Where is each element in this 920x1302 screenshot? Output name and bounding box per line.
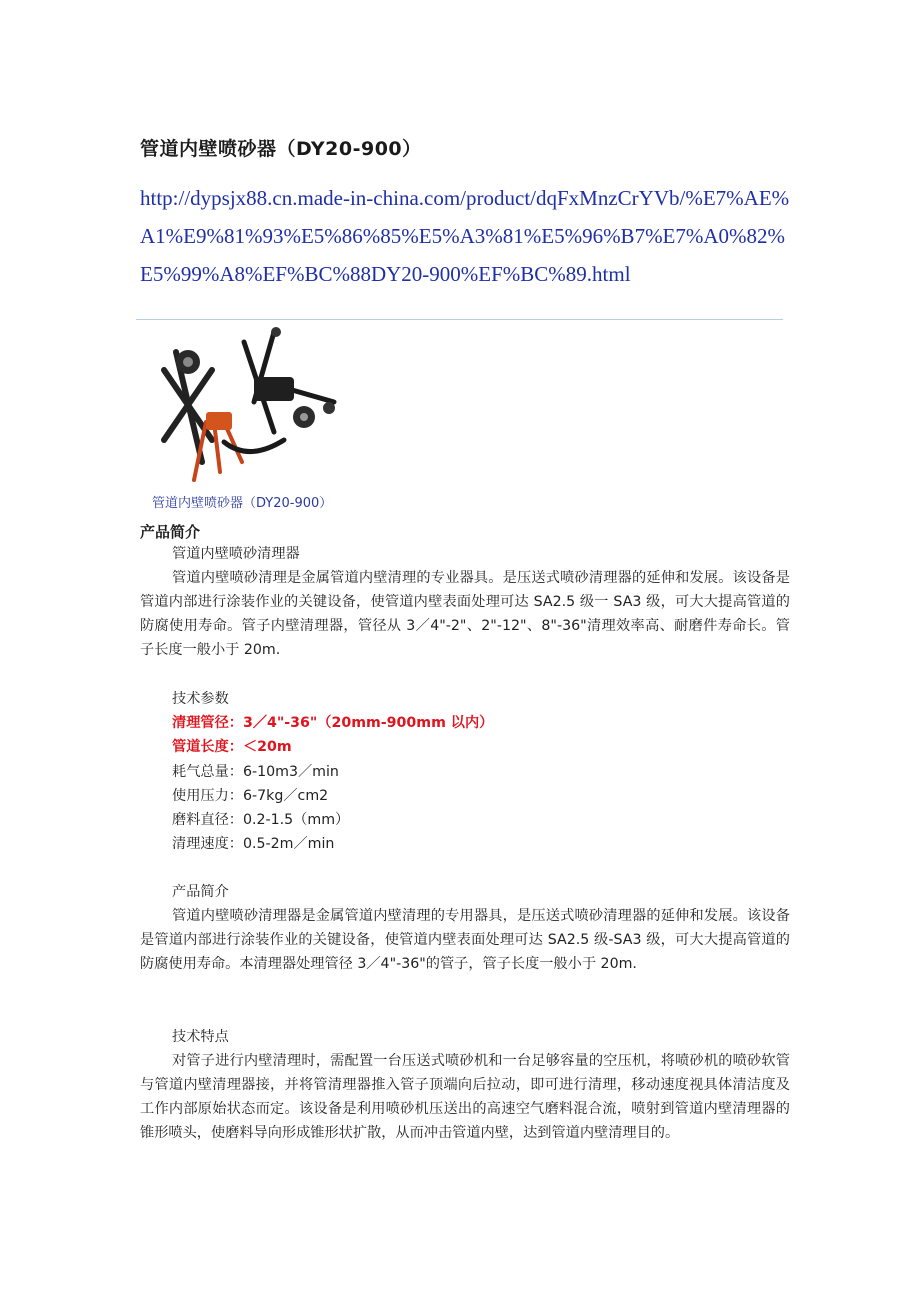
intro2-paragraph: 管道内壁喷砂清理器是金属管道内壁清理的专用器具，是压送式喷砂清理器的延伸和发展。该设备是管道内部进行涂装作业的关键设备，使管道内壁表面处理可达 SA2.5 级-SA3 级，可大大提高管道的防腐使用寿命。本清理器处理管径 3／4"-36"的管子，管子长度一般小于 20m. <box>140 908 790 972</box>
spec-speed: 清理速度：0.5-2m／min <box>172 836 335 852</box>
intro-paragraph: 管道内壁喷砂清理是金属管道内壁清理的专业器具。是压送式喷砂清理器的延伸和发展。该设备是管道内部进行涂装作业的关键设备，使管道内壁表面处理可达 SA2.5 级一 SA3 级，可大大提高管道的防腐使用寿命。管子内壁清理器，管径从 3／4"-2"、2"-12"、8"-36"清理效率高、耐磨件寿命长。管子长度一般小于 20m. <box>140 570 790 658</box>
features-paragraph: 对管子进行内壁清理时，需配置一台压送式喷砂机和一台足够容量的空压机，将喷砂机的喷砂软管与管道内壁清理器接，并将管清理器推入管子顶端向后拉动，即可进行清理，移动速度视具体清洁度及工作内部原始状态而定。该设备是利用喷砂机压送出的高速空气磨料混合流，喷射到管道内壁清理器的锥形喷头，使磨料导向形成锥形状扩散，从而冲击管道内壁，达到管道内壁清理目的。 <box>140 1053 790 1141</box>
spec-air-consumption: 耗气总量：6-10m3／min <box>172 764 339 780</box>
intro2-heading: 产品简介 <box>172 884 229 900</box>
intro-product-name: 管道内壁喷砂清理器 <box>172 546 300 562</box>
spec-abrasive-size: 磨料直径：0.2-1.5（mm） <box>172 812 350 828</box>
spec-diameter: 清理管径：3／4"-36"（20mm-900mm 以内） <box>172 715 494 731</box>
image-caption: 管道内壁喷砂器（DY20-900） <box>152 496 333 511</box>
document-title: 管道内壁喷砂器（DY20-900） <box>140 138 422 160</box>
spec-heading: 技术参数 <box>172 691 229 707</box>
spec-pressure: 使用压力：6-7kg／cm2 <box>172 788 329 804</box>
product-image <box>154 322 340 484</box>
features-heading: 技术特点 <box>172 1029 229 1045</box>
spec-length: 管道长度：＜20m <box>172 739 292 755</box>
divider <box>136 319 783 320</box>
intro-heading: 产品简介 <box>140 523 201 541</box>
product-url-link[interactable]: http://dypsjx88.cn.made-in-china.com/product/dqFxMnzCrYVb/%E7%AE%A1%E9%81%93%E5%86%85%E5%A3%81%E5%96%B7%E7%A0%82%E5%99%A8%EF%BC%88DY20-900%EF%BC%89.html <box>140 186 790 286</box>
